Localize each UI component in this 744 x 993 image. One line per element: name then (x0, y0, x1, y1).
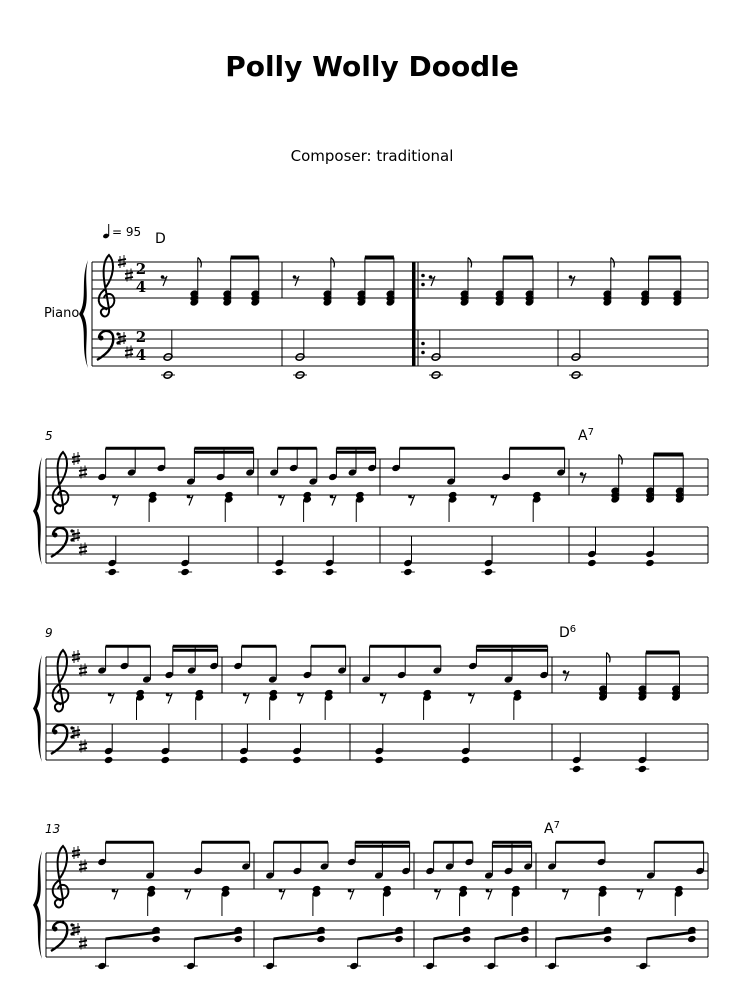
bass-measure (272, 536, 336, 576)
bass-measure (161, 330, 175, 379)
system-2 (33, 448, 708, 576)
system-1 (79, 255, 708, 379)
measure-number: 5 (45, 429, 53, 443)
time-signature-denominator: 4 (135, 278, 147, 296)
treble-measure (563, 653, 681, 702)
bass-measure (429, 330, 443, 379)
treble-measure (429, 258, 534, 307)
system-4 (33, 842, 708, 970)
bass-measure (587, 527, 655, 567)
music-systems (33, 224, 708, 970)
treble-clef-icon (53, 452, 69, 513)
bass-measure (293, 330, 307, 379)
bass-measure (104, 724, 170, 764)
bass-measure (239, 724, 302, 764)
time-signature-denominator: 4 (135, 346, 147, 364)
bass-clef-icon (51, 725, 74, 754)
measure-number: 9 (45, 626, 53, 640)
treble-clef-icon (53, 650, 69, 711)
chord-symbol: $A^7$ (544, 820, 560, 837)
chord-symbol: $D^6$ (559, 624, 577, 641)
score-text (44, 225, 594, 837)
chord-symbol: $A^7$ (578, 427, 594, 444)
sharp-icon (72, 846, 80, 859)
chord-symbol: D (155, 231, 166, 247)
treble-measure (569, 258, 682, 307)
instrument-label: Piano (44, 306, 80, 321)
tempo-note-icon (102, 224, 109, 239)
tempo-marking: = 95 (112, 225, 142, 239)
bass-measure (374, 724, 470, 764)
score-title: Polly Wolly Doodle (225, 50, 519, 83)
bass-clef-icon (51, 528, 74, 557)
measure-number: 13 (45, 822, 61, 836)
bass-measure (401, 536, 496, 576)
sharp-icon (72, 650, 80, 663)
treble-clef-icon (99, 255, 115, 316)
treble-measure (161, 258, 260, 307)
sharp-icon (72, 452, 80, 465)
system-3 (33, 646, 708, 773)
bass-measure (570, 733, 650, 773)
time-signature-numerator: 2 (135, 260, 147, 278)
bass-clef-icon (97, 331, 120, 360)
treble-measure (293, 258, 395, 307)
sharp-icon (118, 255, 126, 268)
composer-credit: Composer: traditional (290, 147, 454, 165)
treble-clef-icon (53, 846, 69, 907)
bass-clef-icon (51, 922, 74, 951)
bass-measure (105, 536, 192, 576)
time-signature-numerator: 2 (135, 328, 147, 346)
treble-measure (580, 455, 685, 504)
bass-measure (569, 330, 583, 379)
